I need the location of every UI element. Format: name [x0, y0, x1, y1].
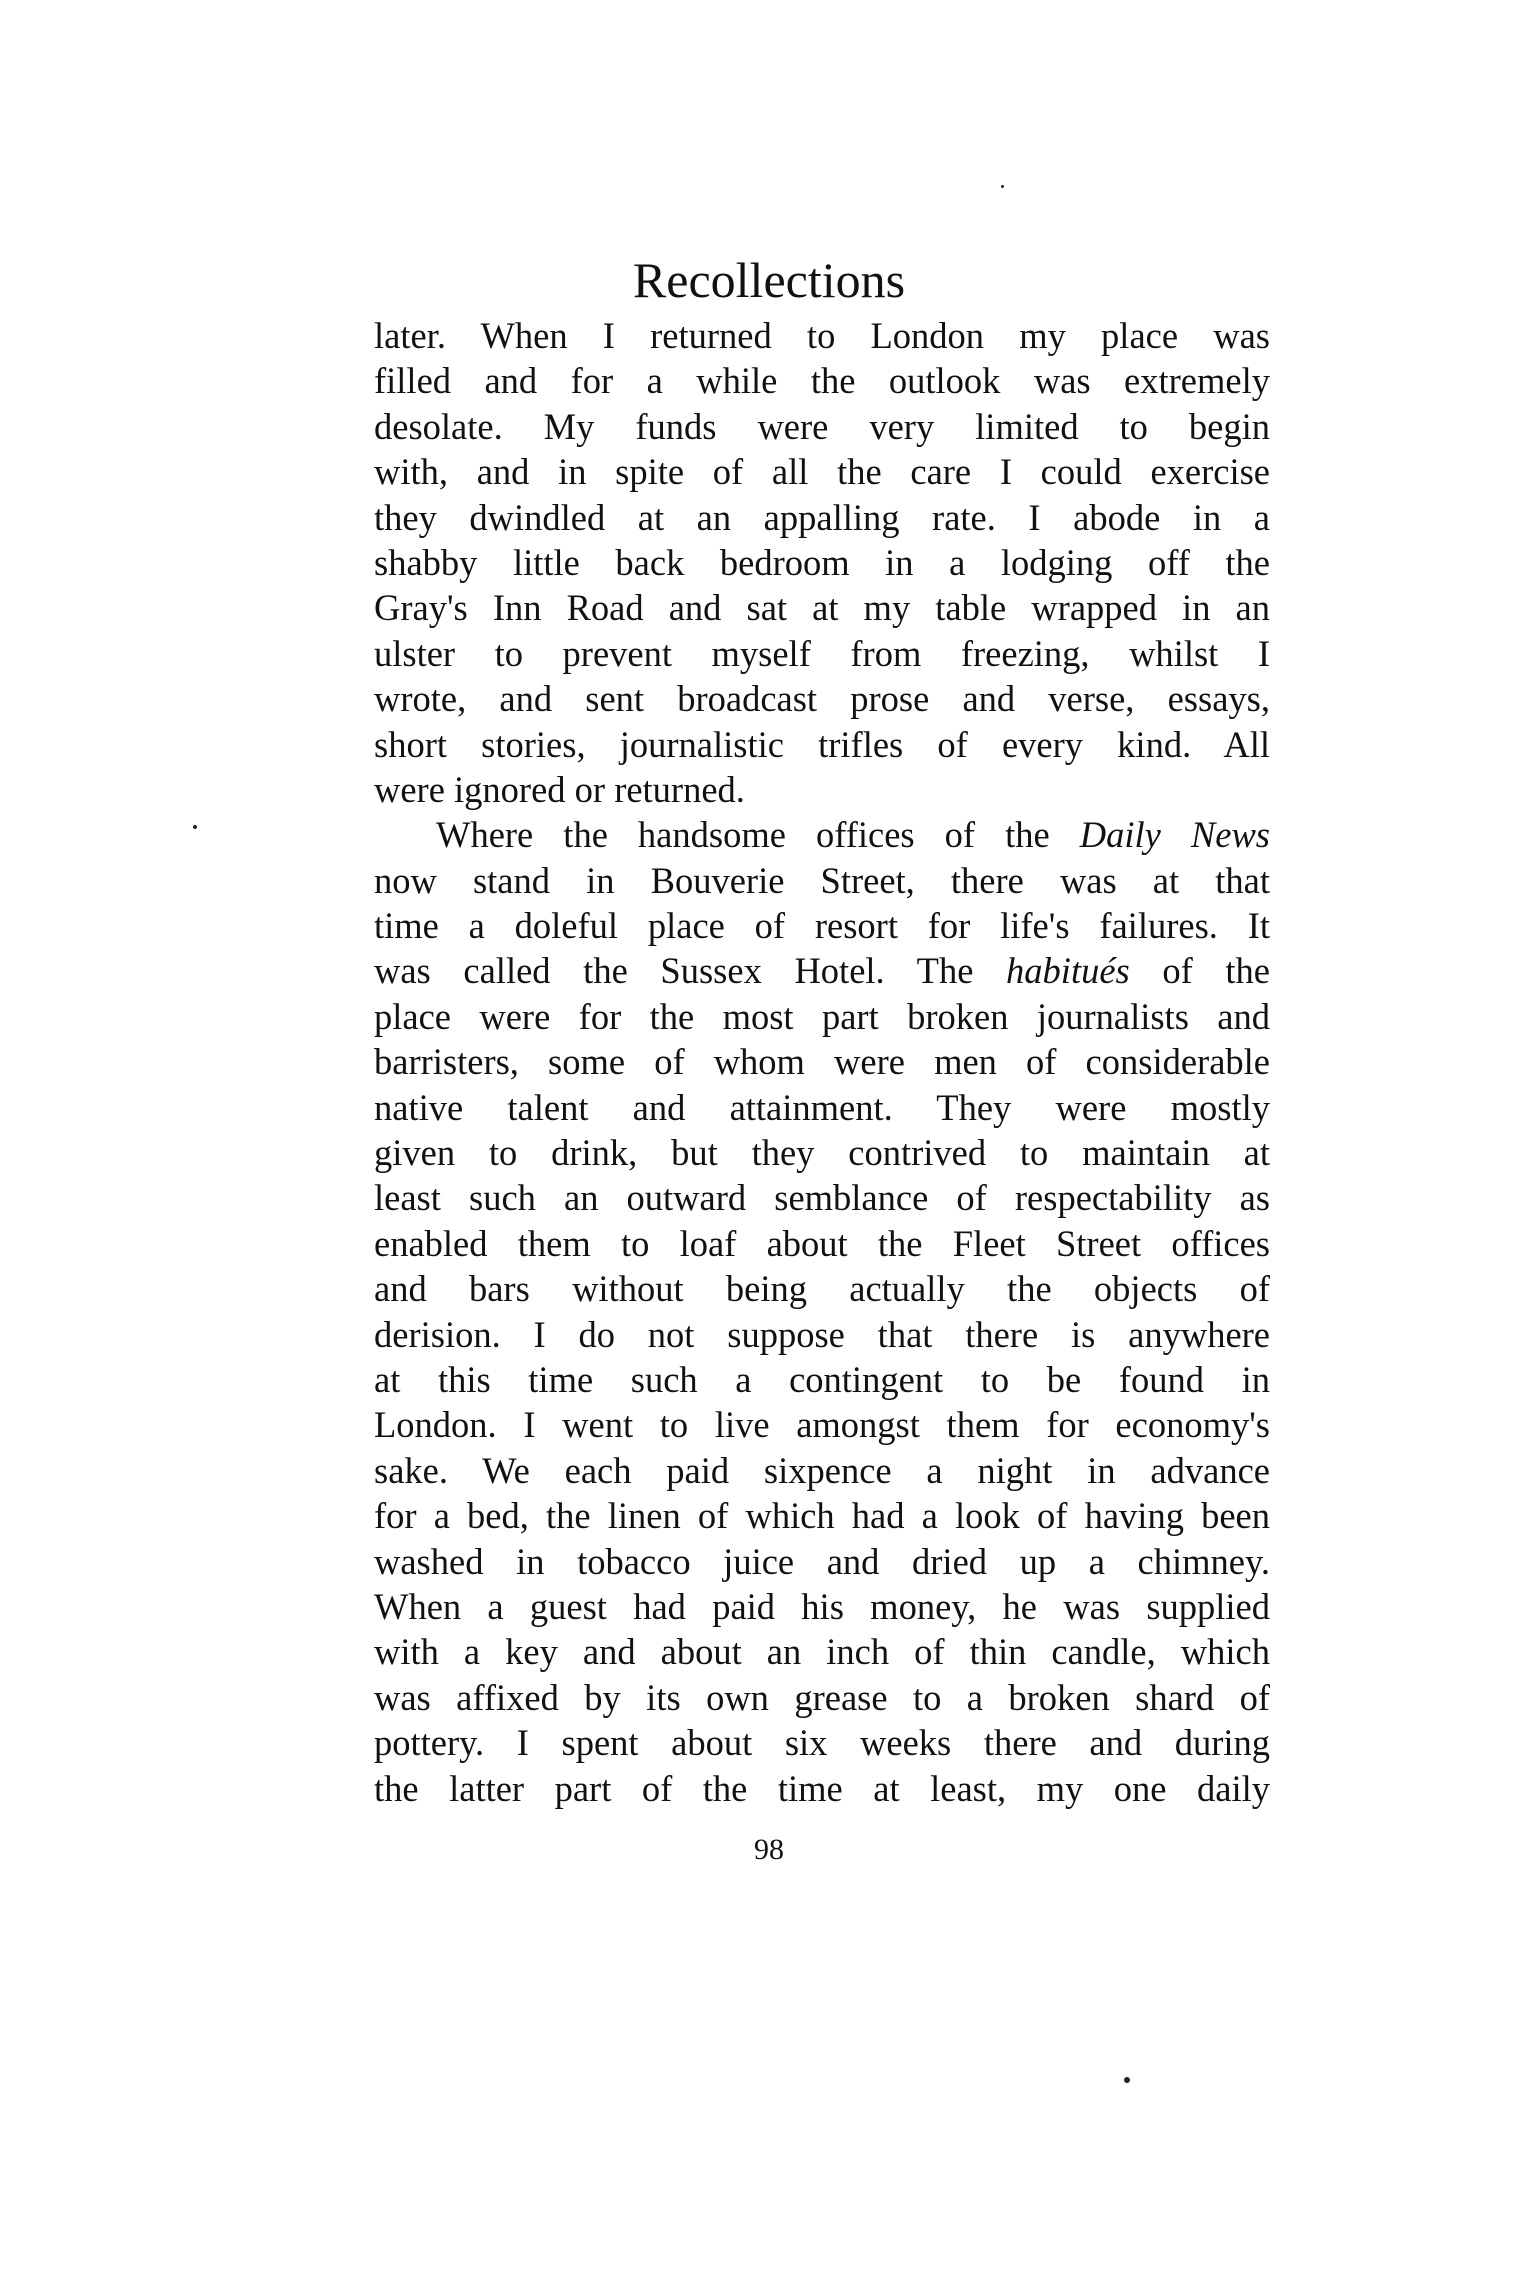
running-head: Recollections: [632, 252, 906, 308]
text-line: derision. I do not suppose that there is anywhere: [374, 1313, 1270, 1355]
page-number: 98: [754, 1833, 784, 1866]
text-line: they dwindled at an appalling rate. I abode in a: [374, 496, 1270, 538]
text-line: desolate. My funds were very limited to begin: [374, 405, 1270, 447]
print-speck: [192, 824, 198, 830]
text-line: wrote, and sent broadcast prose and verse, essays,: [374, 678, 1270, 720]
print-speck: [1124, 2077, 1130, 2083]
text-line: place were for the most part broken journalists and: [374, 995, 1270, 1037]
text-line: sake. We each paid sixpence a night in advance: [374, 1449, 1270, 1491]
italic-phrase: habitués: [1006, 950, 1130, 992]
text-line: barristers, some of whom were men of considerable: [374, 1041, 1270, 1083]
text-line: washed in tobacco juice and dried up a chimney.: [374, 1540, 1270, 1582]
text-line: native talent and attainment. They were mostly: [374, 1086, 1270, 1128]
italic-phrase: Daily News: [1079, 814, 1270, 856]
text-line: for a bed, the linen of which had a look of having been: [374, 1495, 1270, 1537]
text-line: was affixed by its own grease to a broken shard of: [374, 1676, 1270, 1718]
text-line: given to drink, but they contrived to maintain at: [374, 1132, 1270, 1174]
text-line: at this time such a contingent to be found in: [374, 1358, 1270, 1400]
text-line: with a key and about an inch of thin candle, which: [374, 1631, 1270, 1673]
text-line: shabby little back bedroom in a lodging off the: [374, 541, 1270, 583]
text-line: with, and in spite of all the care I could exercise: [374, 451, 1270, 493]
text-line: later. When I returned to London my place was: [374, 315, 1270, 356]
text-line: pottery. I spent about six weeks there and during: [374, 1722, 1270, 1764]
text-line: London. I went to live amongst them for economy's: [374, 1404, 1270, 1446]
text-line: was called the Sussex Hotel. The habitués of the: [374, 950, 1271, 992]
text-line: the latter part of the time at least, my one daily: [374, 1767, 1270, 1809]
text-line: filled and for a while the outlook was extremely: [374, 360, 1270, 402]
text-line: least such an outward semblance of respectability as: [374, 1177, 1270, 1219]
text-line: enabled them to loaf about the Fleet Street offices: [374, 1222, 1270, 1264]
print-speck: [1001, 185, 1004, 188]
text-line: were ignored or returned.: [374, 768, 745, 810]
text-line: Where the handsome offices of the Daily News: [436, 814, 1270, 856]
text-line: Gray's Inn Road and sat at my table wrapped in an: [374, 587, 1270, 629]
text-line: now stand in Bouverie Street, there was at that: [374, 859, 1270, 901]
text-line: When a guest had paid his money, he was supplied: [374, 1585, 1270, 1627]
body-text: [374, 313, 1270, 1811]
text-line: ulster to prevent myself from freezing, whilst I: [374, 632, 1270, 674]
text-line: short stories, journalistic trifles of every kind. All: [374, 723, 1270, 765]
text-line: and bars without being actually the objects of: [374, 1268, 1270, 1310]
text-line: time a doleful place of resort for life's failures. It: [374, 905, 1270, 947]
